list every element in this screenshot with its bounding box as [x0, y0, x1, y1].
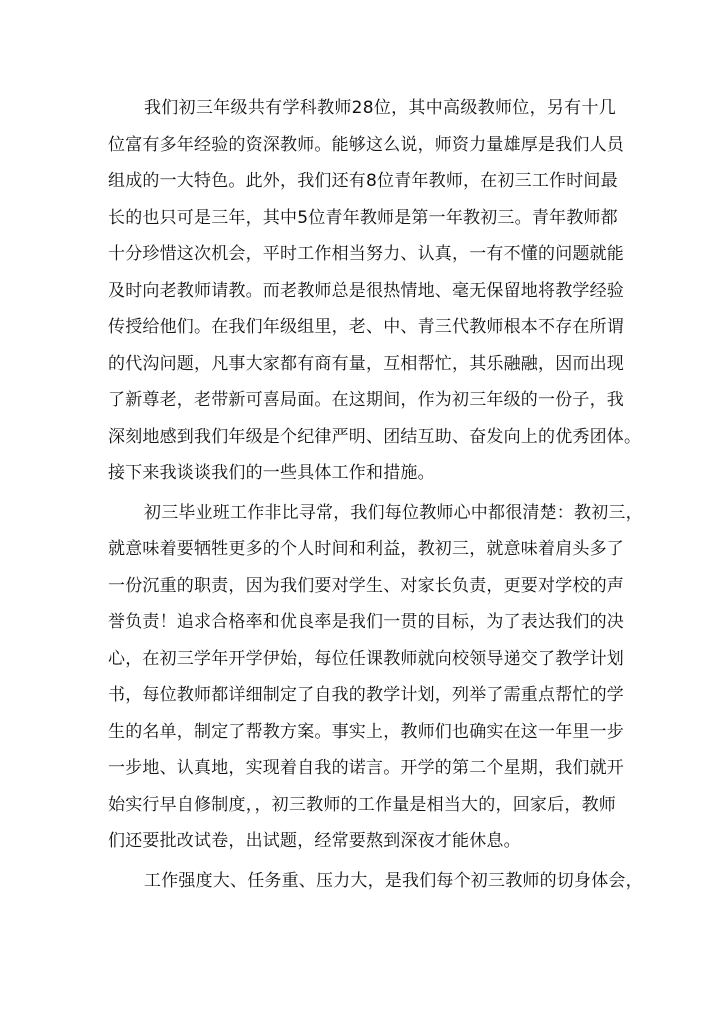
text-line: 的代沟问题，凡事大家都有商有量，互相帮忙，其乐融融，因而出现	[108, 353, 624, 374]
text-line: 组成的一大特色。此外，我们还有8位青年教师，在初三工作时间最	[108, 171, 618, 191]
text-line: 深刻地感到我们年级是个纪律严明、团结互助、奋发向上的优秀团体。	[108, 426, 642, 447]
text-line: 位富有多年经验的资深教师。能够这么说，师资力量雄厚是我们人员	[108, 134, 624, 155]
text-line: 了新尊老，老带新可喜局面。在这期间，作为初三年级的一份子，我	[108, 390, 624, 410]
text-line: 心，在初三学年开学伊始，每位任课教师就向校领导递交了教学计划	[108, 648, 624, 669]
text-line: 就意味着要牺牲更多的个人时间和利益，教初三，就意味着肩头多了	[108, 539, 624, 559]
paragraph-2	[108, 495, 643, 860]
text-line: 十分珍惜这次机会，平时工作相当努力、认真，一有不懂的问题就能	[108, 244, 624, 264]
document-body	[108, 90, 643, 902]
text-line: 我们初三年级共有学科教师28位，其中高级教师位，另有十几	[144, 98, 616, 118]
text-line: 们还要批改试卷，出试题，经常要熬到深夜才能休息。	[108, 831, 521, 851]
text-line: 生的名单，制定了帮教方案。事实上，教师们也确实在这一年里一步	[108, 721, 624, 742]
text-line: 誉负责！追求合格率和优良率是我们一贯的目标，为了表达我们的决	[108, 612, 624, 632]
text-line: 始实行早自修制度，，初三教师的工作量是相当大的，回家后，教师	[108, 794, 616, 815]
text-line: 书，每位教师都详细制定了自我的教学计划，列举了需重点帮忙的学	[108, 685, 624, 705]
text-line: 接下来我谈谈我们的一些具体工作和措施。	[108, 463, 435, 483]
text-line: 长的也只可是三年，其中5位青年教师是第一年教初三。青年教师都	[108, 207, 618, 228]
text-line: 一份沉重的职责，因为我们要对学生、对家长负责，更要对学校的声	[108, 575, 624, 596]
paragraph-1	[108, 90, 642, 492]
text-line: 及时向老教师请教。而老教师总是很热情地、毫无保留地将教学经验	[108, 280, 624, 301]
text-line: 一步地、认真地，实现着自我的诺言。开学的第二个星期，我们就开	[108, 758, 624, 778]
paragraph-3	[108, 863, 643, 900]
text-line: 初三毕业班工作非比寻常，我们每位教师心中都很清楚：教初三，	[144, 502, 643, 523]
text-line: 工作强度大、任务重、压力大，是我们每个初三教师的切身体会，	[144, 870, 643, 891]
text-line: 传授给他们。在我们年级组里，老、中、青三代教师根本不存在所谓	[108, 317, 624, 337]
